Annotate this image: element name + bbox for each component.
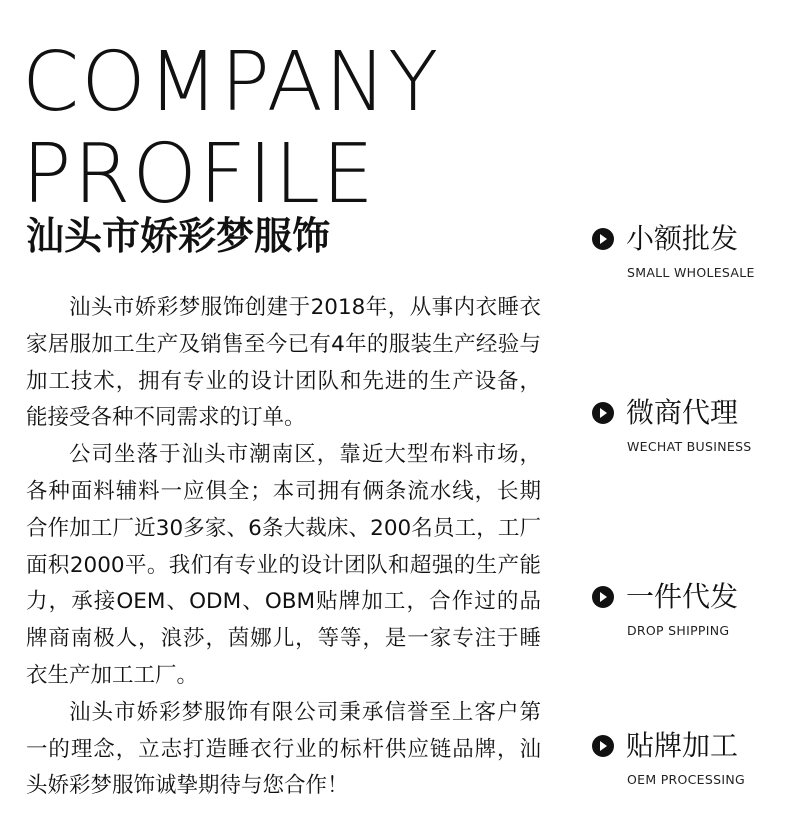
play-circle-icon — [592, 228, 614, 250]
service-subtitle: DROP SHIPPING — [627, 623, 730, 638]
paragraph-intro: 汕头市娇彩梦服饰创建于2018年，从事内衣睡衣家居服加工生产及销售至今已有4年的服装生产经验与加工技术，拥有专业的设计团队和先进的生产设备，能接受各种不同需求的订单。 — [26, 295, 541, 431]
paragraph-mission: 汕头市娇彩梦服饰有限公司秉承信誉至上客户第一的理念，立志打造睡衣行业的标杆供应链品牌，汕头娇彩梦服饰诚挚期待与您合作！ — [26, 699, 541, 799]
service-oem-processing — [592, 726, 782, 787]
service-title: 贴牌加工 — [626, 729, 739, 762]
service-subtitle: OEM PROCESSING — [627, 772, 745, 787]
play-circle-icon — [592, 586, 614, 608]
service-subtitle: WECHAT BUSINESS — [627, 439, 752, 454]
service-drop-shipping — [592, 577, 782, 638]
service-title: 微商代理 — [626, 396, 739, 429]
service-small-wholesale — [592, 219, 782, 280]
service-title: 一件代发 — [626, 580, 739, 613]
services-list — [592, 0, 782, 830]
company-description — [26, 290, 541, 805]
heading-profile: PROFILE — [22, 127, 376, 222]
service-title: 小额批发 — [626, 222, 739, 255]
heading-company: COMPANY — [22, 35, 441, 130]
service-wechat-business — [592, 393, 782, 454]
play-circle-icon — [592, 402, 614, 424]
play-circle-icon — [592, 735, 614, 757]
service-subtitle: SMALL WHOLESALE — [627, 265, 755, 280]
company-name: 汕头市娇彩梦服饰 — [26, 214, 331, 258]
paragraph-location: 公司坐落于汕头市潮南区，靠近大型布料市场，各种面料辅料一应俱全；本司拥有俩条流水线，长期合作加工厂近30多家、6条大裁床、200名员工，工厂面积2000平。我们有专业的设计团队和超强的生产能力，承接OEM、ODM、OBM贴牌加工，合作过的品牌商南极人，浪莎，茵娜儿，等等，是一家专注于睡衣生产加工工厂。 — [26, 442, 541, 688]
